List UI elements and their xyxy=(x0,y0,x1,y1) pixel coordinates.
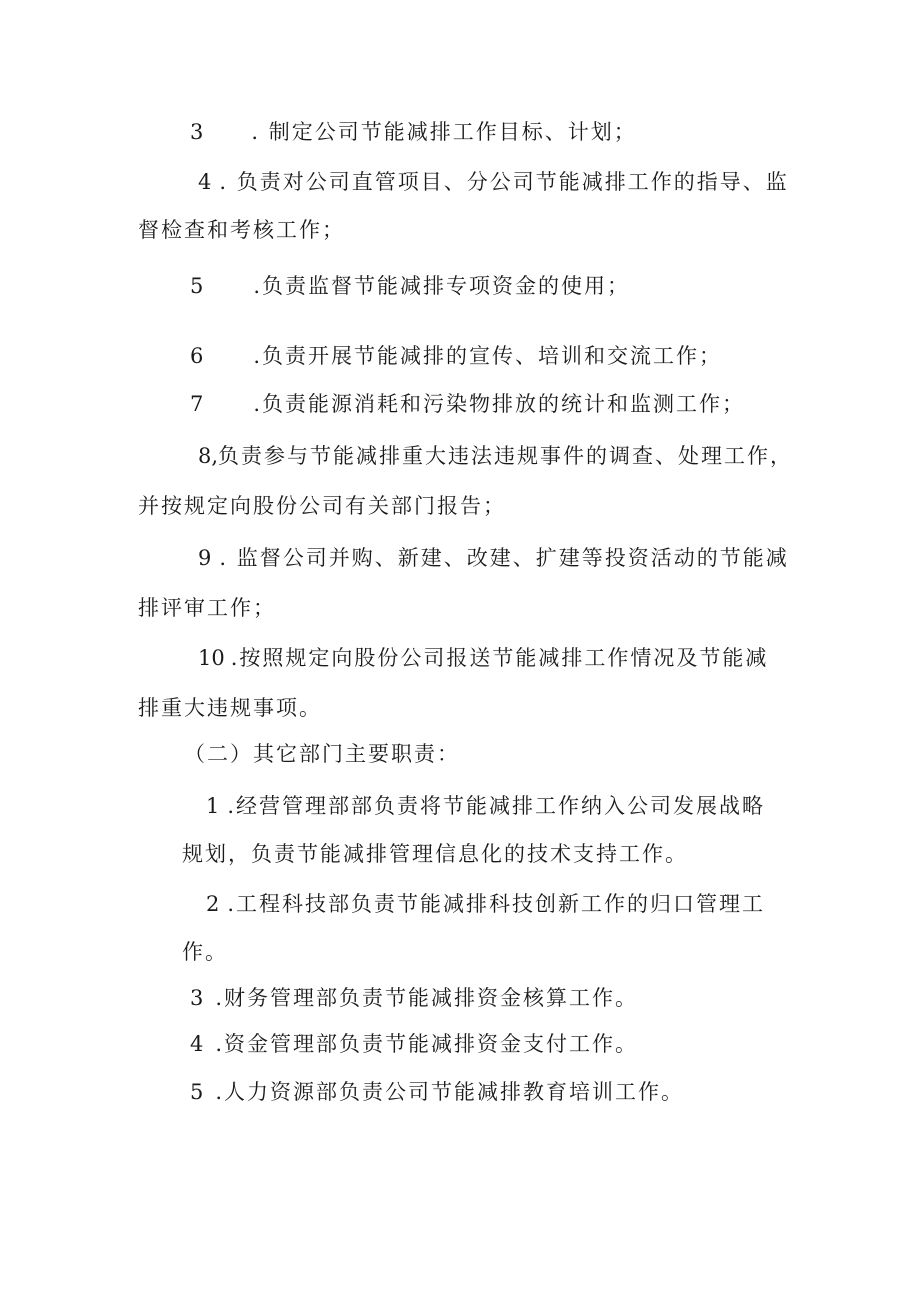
item-6-line xyxy=(190,342,722,370)
item-text: . 监督公司并购、新建、改建、扩建等投资活动的节能减 xyxy=(219,546,789,570)
item-number: 3 xyxy=(190,120,204,144)
item-text: 负责参与节能减排重大违法违规事件的调查、处理工作， xyxy=(218,444,794,468)
item-8-continuation: 并按规定向股份公司有关部门报告； xyxy=(138,494,506,518)
other-item-4-line xyxy=(190,1030,638,1058)
item-number: 6 xyxy=(190,344,204,368)
item-text: .按照规定向股份公司报送节能减排工作情况及节能减 xyxy=(230,646,769,670)
item-number: 5 xyxy=(190,274,204,298)
other-item-2-line xyxy=(206,890,765,918)
item-4-continuation: 督检查和考核工作； xyxy=(138,218,345,242)
item-number: 8, xyxy=(198,444,219,468)
item-text: .工程科技部负责节能减排科技创新工作的归口管理工 xyxy=(227,892,766,916)
other-item-1-continuation: 规划，负责节能减排管理信息化的技术支持工作。 xyxy=(182,842,688,866)
item-text: .财务管理部负责节能减排资金核算工作。 xyxy=(215,986,639,1010)
item-number: 7 xyxy=(190,392,204,416)
item-number: 5 xyxy=(190,1080,204,1104)
item-10-line xyxy=(198,644,768,672)
item-number: 9 xyxy=(198,546,212,570)
item-8-line xyxy=(198,442,793,470)
item-text: .负责开展节能减排的宣传、培训和交流工作； xyxy=(253,344,723,368)
other-item-2-continuation: 作。 xyxy=(182,940,228,964)
item-9-line xyxy=(198,544,789,572)
item-5-line xyxy=(190,272,630,300)
item-number: 3 xyxy=(190,986,204,1010)
item-text: .资金管理部负责节能减排资金支付工作。 xyxy=(215,1032,639,1056)
section-heading: （二）其它部门主要职责： xyxy=(184,742,460,766)
item-text: .人力资源部负责公司节能减排教育培训工作。 xyxy=(215,1080,685,1104)
item-9-continuation: 排评审工作； xyxy=(138,596,276,620)
item-4-line xyxy=(198,168,789,196)
other-item-5-line xyxy=(190,1078,684,1106)
item-number: 10 xyxy=(198,646,225,670)
item-number: 4 xyxy=(190,1032,204,1056)
item-number: 1 xyxy=(206,794,220,818)
item-number: 2 xyxy=(206,892,220,916)
item-text: .经营管理部部负责将节能减排工作纳入公司发展战略 xyxy=(227,794,766,818)
other-item-3-line xyxy=(190,984,638,1012)
other-item-1-line xyxy=(206,792,765,820)
item-text: . 负责对公司直管项目、分公司节能减排工作的指导、监 xyxy=(219,170,789,194)
item-text: .负责能源消耗和污染物排放的统计和监测工作； xyxy=(253,392,746,416)
item-text: . 制定公司节能减排工作目标、计划； xyxy=(251,120,637,144)
item-3-line xyxy=(190,118,637,146)
item-number: 4 xyxy=(198,170,212,194)
item-10-continuation: 排重大违规事项。 xyxy=(138,696,322,720)
item-text: .负责监督节能减排专项资金的使用； xyxy=(253,274,631,298)
item-7-line xyxy=(190,390,745,418)
